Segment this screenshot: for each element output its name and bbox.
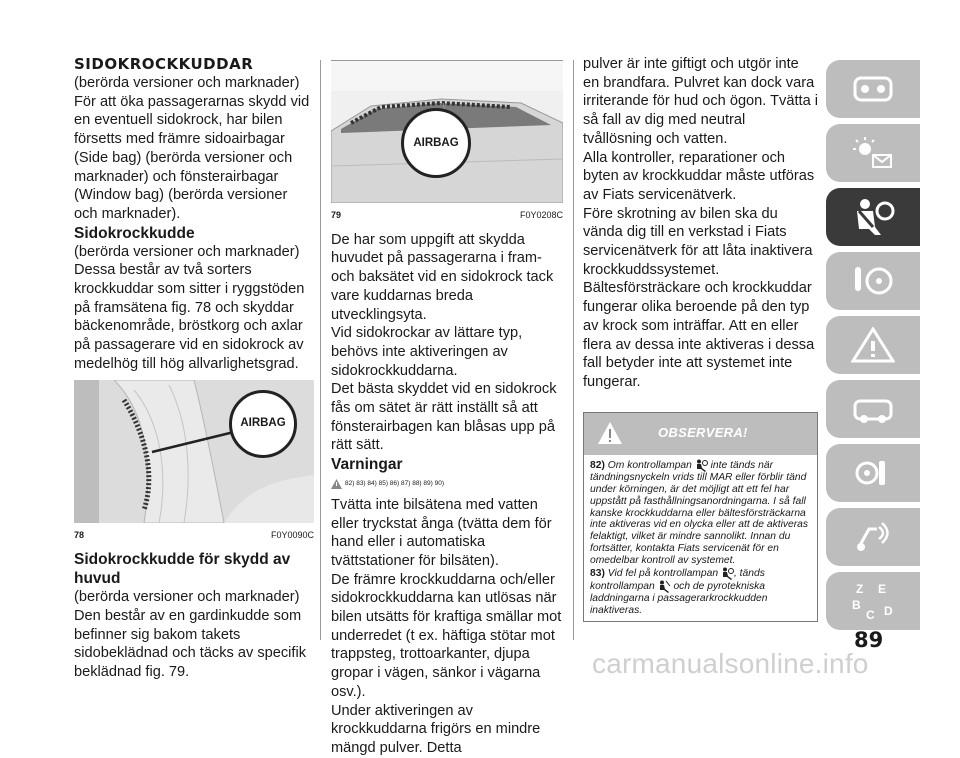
warning-refs [331, 475, 563, 494]
warning-triangle-icon [851, 327, 895, 363]
note-text: , tänds kontrollampan [590, 568, 765, 593]
column-right [583, 55, 818, 622]
airbag-warning-light-icon [721, 567, 734, 580]
paragraph: För att öka passagerarnas skydd vid en eventuell sidokrock, har bilen försetts med främre sidoairbagar (Side bag) (berörda versioner och marknader) och fönsterairbagar (Window bag) (berörda versioner och marknader). [74, 93, 310, 222]
paragraph: pulver är inte giftigt och utgör inte en brandfara. Pulvret kan dock vara irriterande för hud och ögon. Tvätta i så fall av dig med neutral tvållösning och vatten. [583, 56, 818, 147]
dashboard-icon [853, 72, 893, 106]
observera-body [584, 455, 817, 621]
figure-78 [74, 380, 314, 545]
figure-code: F0Y0208C [519, 210, 563, 220]
watermark: carmanualsonline.info [592, 648, 869, 679]
tab-multimedia[interactable] [826, 508, 920, 566]
svg-text:D: D [884, 604, 893, 618]
note-text: Om kontrollampan [607, 459, 692, 471]
tab-starting[interactable] [826, 252, 920, 310]
airbag-warning-light-icon [695, 459, 708, 472]
paragraph: De främre krockkuddarna och/eller sidokrockkuddarna kan utlösas när bilen utsätts för kraftiga smällar mot underredet (t ex. häftiga stötar mot trappsteg, trottoarkanter, djupa gropar i vägen, sänkor i vägarna osv.). [331, 571, 562, 700]
paragraph: Dessa består av två sorters krockkuddar som sitter i ryggstöden på framsätena fig. 78 och skyddar bäckenområde, bröstkorg och axlar på passagerare vid en sidokrock av medelhög till hög allvarlighetsgrad. [74, 262, 305, 372]
paragraph: Den består av en gardinkudde som befinner sig bakom takets sidobeklädnad och täcks av specifik beklädnad fig. 79. [74, 607, 307, 681]
paragraph: Det bästa skyddet vid en sidokrock fås om sätet är rätt inställt så att fönsterairbagen kan blåsas upp på rätt sätt. [331, 381, 557, 454]
warnings-heading: Varningar [331, 456, 403, 474]
note-number: 82) [590, 459, 605, 471]
paragraph: Alla kontroller, reparationer och byten av krockkuddar måste utföras av Fiats servicenätverk. [583, 149, 815, 203]
tab-technical[interactable] [826, 444, 920, 502]
svg-text:C: C [866, 608, 875, 622]
tab-emergency[interactable] [826, 316, 920, 374]
lights-mail-icon [851, 135, 895, 171]
svg-text:E: E [878, 582, 887, 596]
versions-note: (berörda versioner och marknader) [74, 589, 300, 606]
tab-dashboard[interactable] [826, 60, 920, 118]
paragraph: Före skrotning av bilen ska du vända dig till en verkstad i Fiats servicenätverk för att låta inaktivera krockkuddssystemet. [583, 205, 813, 278]
chapter-tabs [826, 60, 926, 636]
svg-text:B: B [852, 598, 861, 612]
figure-caption [74, 526, 314, 545]
column-left [74, 55, 314, 682]
column-divider [320, 60, 321, 640]
versions-note: (berörda versioner och marknader) [74, 75, 300, 91]
warning-triangle-icon [598, 422, 622, 444]
svg-text:Z: Z [856, 582, 864, 596]
column-middle [331, 60, 563, 758]
versions-note: (berörda versioner och marknader) [74, 243, 300, 260]
tab-safety[interactable] [826, 188, 920, 246]
note-text: Vid fel på kontrollampan [607, 568, 719, 580]
section-heading: SIDOKROCKKUDDAR [74, 55, 254, 73]
observera-title: OBSERVERA! [658, 425, 748, 441]
multimedia-icon [851, 519, 895, 555]
subheading-side-airbag: Sidokrockkudde [74, 224, 195, 242]
column-divider [573, 60, 574, 640]
figure-code: F0Y0090C [270, 529, 314, 540]
paragraph: De har som uppgift att skydda huvudet på passagerarna i fram- och baksätet vid en sidokrock tack vare kuddarnas breda utvecklingsyta. [331, 231, 554, 323]
figure-number: 79 [331, 210, 342, 220]
note-82 [590, 459, 811, 567]
car-service-icon [851, 391, 895, 427]
figure-caption [331, 206, 563, 225]
observera-header [584, 413, 817, 455]
seatbelt-airbag-icon [851, 197, 895, 237]
airbag-label-badge: AIRBAG [229, 390, 297, 458]
warning-icon [331, 479, 342, 489]
tab-index[interactable] [826, 572, 920, 630]
figure-79 [331, 60, 563, 225]
note-text: och de pyrotekniska laddningarna i passagerarkrockkudden inaktiveras. [590, 581, 768, 617]
page-number: 89 [854, 628, 884, 652]
index-letters-icon [848, 579, 898, 623]
note-text: inte tänds när tändningsnyckeln vrids till MAR eller förblir tänd under körningen, är det möjligt att ett fel har uppstått på fasthållningsanordningarna. I så fall kanske krockkuddarna eller bältesförsträckarna inte aktiveras vid en olycka eller att de aktiveras felaktigt, vilket är mindre sannolikt. Innan du fortsätter, kontakta Fiats servicenät för en omedelbar kontroll av systemet. [590, 459, 809, 567]
note-number: 83) [590, 568, 605, 580]
observera-box [583, 412, 818, 622]
window-airbag-illustration [331, 60, 563, 203]
seat-airbag-illustration [74, 380, 314, 523]
subheading-head-airbag: Sidokrockkudde för skydd av huvud [74, 551, 291, 588]
passenger-airbag-off-icon [658, 580, 671, 593]
key-steering-icon [851, 263, 895, 299]
figure-number: 78 [74, 529, 85, 540]
paragraph: Vid sidokrockar av lättare typ, behövs inte aktiveringen av sidokrockkuddarna. [331, 325, 523, 379]
tools-icon [851, 455, 895, 491]
paragraph: Bältesförsträckare och krockkuddar fungerar olika beroende på den typ av krock som inträffar. Att en eller flera av dessa inte aktiveras i dessa fall betyder inte att systemet inte fungerar. [583, 280, 815, 390]
airbag-label-badge: AIRBAG [401, 108, 471, 178]
tab-maintenance[interactable] [826, 380, 920, 438]
warning-ref-list: 82) 83) 84) 85) 86) 87) 88) 89) 90) [345, 480, 444, 488]
paragraph: Tvätta inte bilsätena med vatten eller tryckstat ånga (tvätta dem för hand eller i automatiska tvättstationer för bilsäten). [331, 496, 552, 569]
tab-lights[interactable] [826, 124, 920, 182]
paragraph: Under aktiveringen av krockkuddarna frigörs en mindre mängd pulver. Detta [331, 702, 541, 756]
note-83 [590, 567, 811, 617]
